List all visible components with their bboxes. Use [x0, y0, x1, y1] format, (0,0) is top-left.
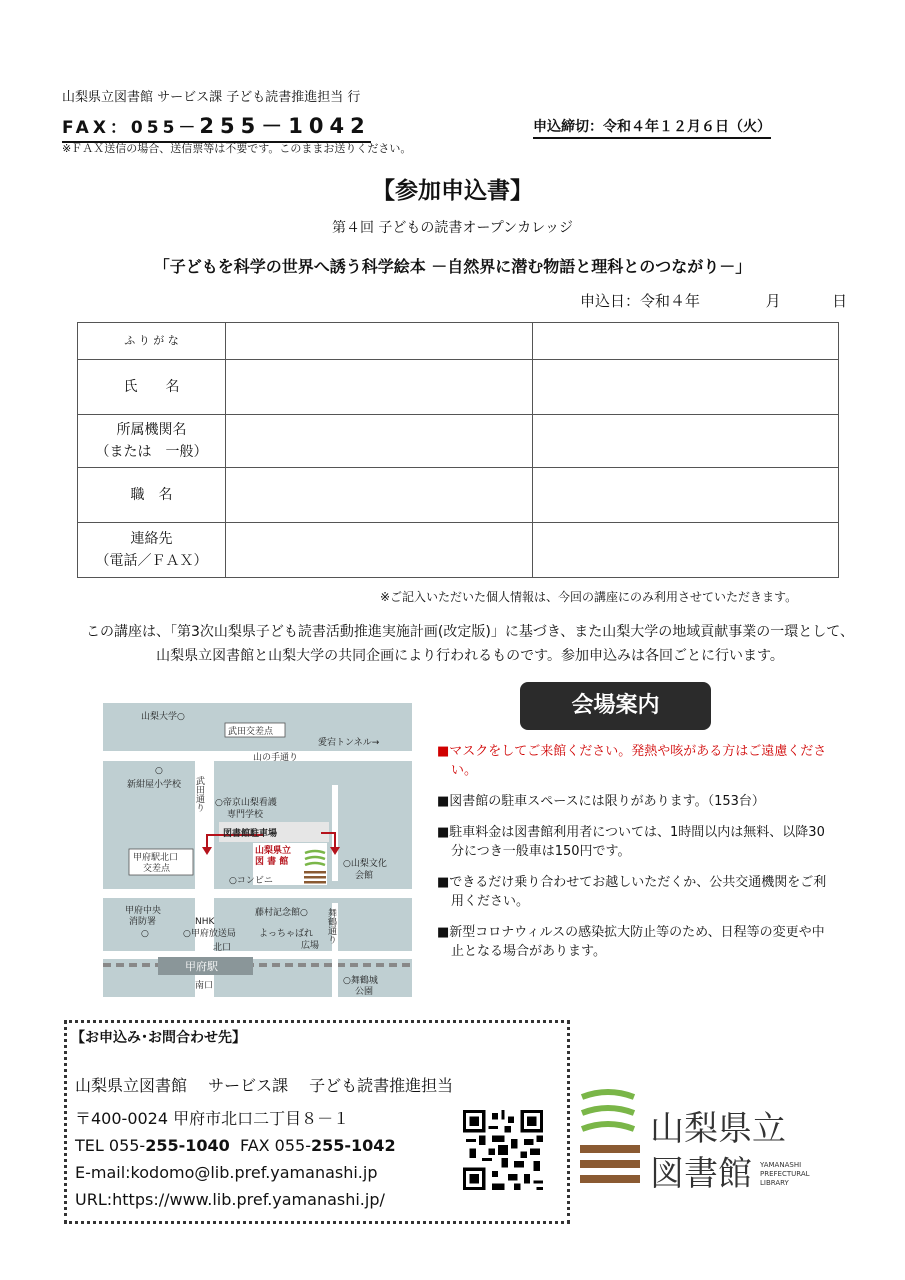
note-text: 図書館の駐車スペースには限りがあります。（153台）	[449, 794, 765, 809]
map-label-kofu-kita-2: 交差点	[143, 864, 171, 874]
event-subtitle: 第４回 子どもの読書オープンカレッジ	[331, 220, 574, 236]
map-label-convenience: ○コンビニ	[229, 876, 273, 886]
form-row-contact	[78, 523, 839, 578]
map-label-shinkouya: 新紺屋小学校	[127, 780, 182, 790]
contact-heading: 【お申込み･お問合わせ先】	[71, 1030, 246, 1046]
fax-main-number: 255－1042	[199, 114, 371, 138]
venue-note	[437, 823, 837, 861]
contact-details	[75, 1105, 396, 1213]
form-field-furigana-1[interactable]	[226, 323, 533, 360]
form-label-affiliation-main: 所属機関名	[116, 422, 187, 438]
form-field-name-2[interactable]	[532, 360, 839, 415]
form-field-contact-1[interactable]	[226, 523, 533, 578]
form-label-contact	[78, 523, 226, 578]
fax-number	[62, 110, 371, 143]
application-date-day: 日	[832, 292, 848, 310]
map-label-kofu-station: 甲府駅	[185, 960, 218, 973]
form-row-position	[78, 468, 839, 523]
logo-en-2: PREFECTURAL	[760, 1170, 810, 1178]
logo-name-2: 図書館	[650, 1154, 752, 1194]
map-label-library-2: 図 書 館	[255, 857, 289, 867]
map-school-icon: ○	[155, 766, 163, 776]
map-label-kitaguchi: 北口	[213, 943, 232, 953]
tel-label: TEL 055-	[75, 1136, 146, 1155]
note-bullet-icon: ■	[437, 825, 450, 840]
page-title: 【参加申込書】	[372, 178, 533, 204]
contact-email[interactable]: E-mail:kodomo@lib.pref.yamanashi.jp	[75, 1163, 378, 1182]
venue-note	[437, 873, 837, 911]
map-label-nhk: NHK	[195, 917, 215, 927]
map-label-takeda-dori: 武田通り	[194, 776, 204, 812]
logo-en-3: LIBRARY	[760, 1179, 789, 1187]
library-logo-icon	[578, 1085, 833, 1195]
note-text: できるだけ乗り合わせてお越しいただくか、公共交通機関をご利用ください。	[449, 875, 827, 909]
map-label-yamanashi-univ: 山梨大学○	[141, 712, 185, 722]
form-field-position-1[interactable]	[226, 468, 533, 523]
venue-note	[437, 742, 837, 780]
venue-note	[437, 923, 837, 961]
qr-code-icon[interactable]	[463, 1110, 543, 1190]
map-label-kofu-kita: 甲府駅北口	[133, 853, 179, 863]
form-field-affiliation-2[interactable]	[532, 415, 839, 468]
logo-name-1: 山梨県立	[650, 1109, 786, 1149]
contact-url[interactable]: URL:https://www.lib.pref.yamanashi.jp/	[75, 1190, 385, 1209]
contact-phone-fax	[75, 1132, 396, 1159]
application-date-label: 申込日：令和４年	[580, 292, 701, 310]
venue-notes	[437, 742, 837, 973]
note-text: マスクをしてご来館ください。発熱や咳がある方はご遠慮ください。	[449, 744, 827, 778]
map-label-nhk-2: ○甲府放送局	[183, 929, 236, 939]
note-bullet-icon: ■	[437, 925, 450, 940]
venue-heading: 会場案内	[520, 682, 711, 730]
contact-postal-address: 〒400-0024 甲府市北口二丁目８－１	[75, 1109, 350, 1128]
map-label-teikyo: ○帝京山梨看護	[215, 798, 277, 808]
form-label-affiliation-sub: （または 一般）	[95, 444, 208, 460]
fax-prefix: FAX：055－	[62, 118, 200, 138]
application-form-table	[77, 322, 839, 578]
map-label-takeda-crossing: 武田交差点	[228, 727, 274, 737]
form-field-contact-2[interactable]	[532, 523, 839, 578]
application-date	[580, 290, 847, 311]
form-field-furigana-2[interactable]	[532, 323, 839, 360]
library-logo	[578, 1085, 833, 1195]
map-label-library-1: 山梨県立	[255, 846, 292, 856]
form-field-affiliation-1[interactable]	[226, 415, 533, 468]
note-bullet-icon: ■	[437, 875, 450, 890]
course-description: この講座は、「第3次山梨県子ども読書活動推進実施計画(改定版)」に基づき、また山梨大学の地域貢献事業の一環として、山梨県立図書館と山梨大学の共同企画により行われるものです。参加申込みは各回ごとに行います。	[86, 624, 854, 664]
lecture-title: 「子どもを科学の世界へ誘う科学絵本 －自然界に潜む物語と理科とのつながり－」	[153, 257, 752, 276]
logo-en-1: YAMANASHI	[760, 1161, 802, 1169]
map-fire-station-icon: ○	[141, 929, 149, 939]
map-label-minamiguchi: 南口	[195, 981, 214, 991]
map-label-maizuru-dori: 舞鶴通り	[326, 908, 336, 944]
contact-organization: 山梨県立図書館 サービス課 子ども読書推進担当	[75, 1076, 454, 1095]
recipient-address: 山梨県立図書館 サービス課 子ども読書推進担当 行	[62, 90, 361, 105]
map-label-parking: 図書館駐車場	[223, 829, 278, 839]
note-bullet-icon: ■	[437, 744, 450, 759]
fax-label: FAX 055-	[239, 1136, 311, 1155]
arrow-head-icon	[202, 847, 212, 855]
map-label-kofu-chuo: 甲府中央	[125, 906, 162, 916]
form-label-position: 職 名	[78, 468, 226, 523]
form-label-contact-main: 連絡先	[130, 531, 173, 547]
map-label-teikyo-2: 専門学校	[227, 810, 264, 820]
map-label-yocchabare: よっちゃばれ	[259, 929, 314, 939]
form-label-contact-sub: （電話／ＦＡＸ）	[95, 553, 208, 569]
access-map	[103, 703, 412, 997]
tel-number[interactable]: 255-1040	[145, 1136, 230, 1155]
map-label-fujimura: 藤村記念館○	[255, 908, 308, 918]
map-label-kofu-chuo-2: 消防署	[129, 917, 157, 927]
note-text: 新型コロナウィルスの感染拡大防止等のため、日程等の変更や中止となる場合があります。	[449, 925, 825, 959]
venue-note	[437, 792, 837, 811]
map-label-maizuru-park-2: 公園	[355, 987, 374, 997]
map-label-culture-hall: ○山梨文化	[343, 859, 387, 869]
application-deadline: 申込締切：令和４年１２月６日（火）	[533, 116, 771, 139]
fax-note: ※ＦＡＸ送信の場合、送信票等は不要です。このままお送りください。	[62, 142, 412, 155]
map-label-atago-tunnel: 愛宕トンネル→	[318, 738, 380, 748]
form-field-name-1[interactable]	[226, 360, 533, 415]
form-label-affiliation	[78, 415, 226, 468]
form-label-name: 氏 名	[78, 360, 226, 415]
map-label-culture-hall-2: 会館	[355, 871, 374, 881]
form-row-furigana	[78, 323, 839, 360]
map-label-hiroba: 広場	[301, 941, 320, 951]
form-row-name	[78, 360, 839, 415]
application-date-month: 月	[765, 292, 781, 310]
contact-fax-number: 255-1042	[311, 1136, 396, 1155]
note-bullet-icon: ■	[437, 794, 450, 809]
form-field-position-2[interactable]	[532, 468, 839, 523]
form-label-furigana: ふ り が な	[78, 323, 226, 360]
note-text: 駐車料金は図書館利用者については、1時間以内は無料、以降30分につき一般車は150円です。	[449, 825, 825, 859]
map-label-yamanote: 山の手通り	[253, 753, 299, 763]
map-label-maizuru-park: ○舞鶴城	[343, 976, 378, 986]
form-row-affiliation	[78, 415, 839, 468]
privacy-note: ※ご記入いただいた個人情報は、今回の講座にのみ利用させていただきます。	[380, 590, 798, 604]
